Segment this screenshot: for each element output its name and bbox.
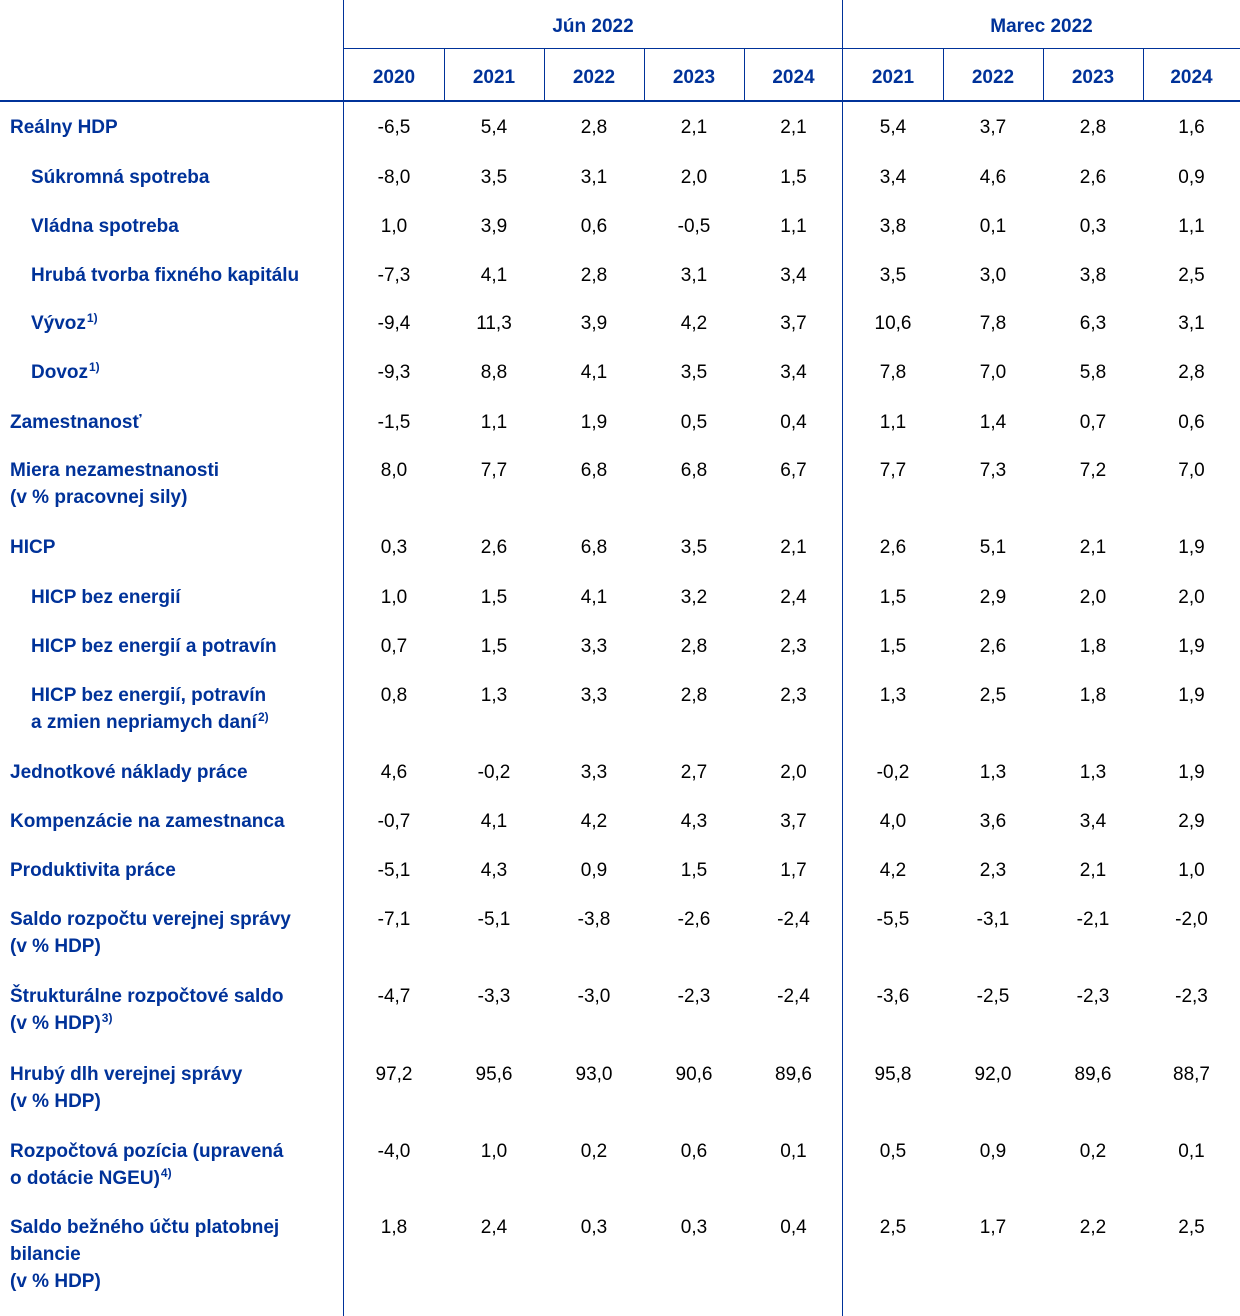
value-cell: -1,5 [377,412,411,433]
value-cell: -2,3 [1175,986,1208,1007]
value-cell: 4,1 [580,587,608,608]
group-header-jun-2022: Jún 2022 [552,16,634,37]
row-label [31,359,100,386]
value-cell: 3,4 [879,167,907,188]
value-cell: 2,4 [480,1217,508,1238]
value-cell: -0,2 [876,762,910,783]
value-cell: 2,4 [780,587,807,608]
value-cell: 0,3 [380,537,408,558]
value-cell: 3,1 [680,265,708,286]
value-cell: 3,4 [1079,811,1107,832]
row-label-text: Súkromná spotreba [31,167,210,188]
value-cell: 2,8 [680,636,708,657]
value-cell: 7,8 [879,362,907,383]
value-cell: 1,4 [979,412,1007,433]
footnote-marker: 1) [89,360,100,374]
row-label [10,808,285,835]
year-column-divider [1043,48,1044,100]
year-header-cell: 2024 [772,67,815,88]
value-cell: 0,9 [1178,167,1205,188]
value-cell: 1,7 [979,1217,1007,1238]
row-label-text: (v % HDP) [10,1271,101,1292]
value-cell: 2,5 [1178,265,1205,286]
value-cell: 1,9 [1178,636,1205,657]
value-cell: -6,5 [377,117,411,138]
value-cell: 7,0 [979,362,1007,383]
row-label-text: Produktivita práce [10,860,176,881]
row-label [31,262,299,289]
value-cell: 0,6 [1178,412,1205,433]
row-label-text: Saldo bežného účtu platobnej [10,1217,280,1238]
value-cell: 2,3 [780,685,807,706]
row-label-text: Kompenzácie na zamestnanca [10,811,285,832]
value-cell: -3,1 [976,909,1010,930]
row-label-line [31,310,98,337]
value-cell: 6,8 [580,537,608,558]
row-label-line [10,857,176,884]
value-cell: 7,3 [979,460,1007,481]
row-label-line [10,1241,279,1268]
value-cell: -3,3 [477,986,511,1007]
value-cell: 0,1 [1178,1141,1205,1162]
value-cell: -9,3 [377,362,411,383]
value-cell: 4,1 [580,362,608,383]
value-cell: -2,3 [1076,986,1110,1007]
value-cell: 2,8 [1178,362,1205,383]
value-cell: -7,1 [377,909,411,930]
group-divider-line [842,0,843,1316]
row-label [31,310,98,337]
value-cell: 0,2 [580,1141,608,1162]
row-label-text: Hrubý dlh verejnej správy [10,1064,243,1085]
value-cell: 2,0 [1079,587,1107,608]
year-header-cell: 2022 [971,67,1015,88]
value-cell: 2,8 [680,685,708,706]
value-cell: 2,6 [979,636,1007,657]
value-cell: 2,6 [879,537,907,558]
value-cell: 2,1 [680,117,708,138]
row-label-text: a zmien nepriamych daní [31,712,257,733]
value-cell: 1,3 [1079,762,1107,783]
value-cell: 4,0 [879,811,907,832]
value-cell: 0,1 [780,1141,807,1162]
row-label-line [10,933,291,960]
row-label-line [31,709,269,736]
row-label-line [10,484,219,511]
value-cell: -2,5 [976,986,1010,1007]
value-cell: -3,0 [577,986,611,1007]
row-label-text: Štrukturálne rozpočtové saldo [10,986,284,1007]
year-header-cell: 2023 [1071,67,1115,88]
value-cell: 1,5 [879,587,907,608]
value-cell: 2,8 [580,265,608,286]
value-cell: 3,4 [780,362,807,383]
year-header-cell: 2024 [1170,67,1213,88]
value-cell: 4,1 [480,265,508,286]
value-cell: 1,0 [380,216,408,237]
value-cell: 2,6 [1079,167,1107,188]
footnote-marker: 1) [86,311,98,325]
value-cell: 3,4 [780,265,807,286]
value-cell: 90,6 [675,1064,713,1085]
value-cell: 3,5 [480,167,508,188]
value-cell: 1,0 [480,1141,508,1162]
value-cell: 0,4 [780,412,807,433]
value-cell: 97,2 [375,1064,413,1085]
year-column-divider [1143,48,1144,100]
value-cell: 0,5 [680,412,708,433]
value-cell: 4,3 [480,860,508,881]
row-label-line [10,1061,242,1088]
year-header-cell: 2022 [572,67,616,88]
value-cell: 1,9 [1178,762,1205,783]
value-cell: 1,5 [780,167,807,188]
row-label [31,633,277,660]
value-cell: 95,8 [874,1064,912,1085]
row-label-text: bilancie [10,1244,81,1265]
value-cell: 6,8 [580,460,608,481]
row-label-text: Saldo rozpočtu verejnej správy [10,909,291,930]
value-cell: -2,4 [777,909,810,930]
row-label-line [31,584,181,611]
row-label [10,983,283,1037]
value-cell: 2,1 [780,537,807,558]
row-label-line [10,1268,279,1295]
value-cell: 0,3 [680,1217,708,1238]
value-cell: -0,5 [677,216,711,237]
footnote-marker: 3) [101,1011,113,1025]
value-cell: 2,6 [480,537,508,558]
value-cell: 1,0 [1178,860,1205,881]
value-cell: 1,0 [380,587,408,608]
value-cell: 1,6 [1178,117,1205,138]
row-label-text: o dotácie NGEU) [10,1168,160,1189]
row-label-line [31,359,100,386]
row-label-text: Hrubá tvorba fixného kapitálu [31,265,300,286]
value-cell: 4,2 [680,313,708,334]
value-cell: 0,7 [1079,412,1107,433]
value-cell: -2,6 [677,909,711,930]
value-cell: 1,8 [1079,636,1107,657]
value-cell: 4,6 [380,762,408,783]
year-column-divider [744,48,745,100]
row-label-text: Rozpočtová pozícia (upravená [10,1141,284,1162]
value-cell: 89,6 [775,1064,812,1085]
value-cell: 11,3 [476,313,512,334]
row-label [31,584,181,611]
value-cell: 1,9 [1178,685,1205,706]
value-cell: -5,5 [876,909,910,930]
row-label-text: Jednotkové náklady práce [10,762,248,783]
value-cell: -8,0 [377,167,411,188]
value-cell: 5,4 [480,117,508,138]
row-label-line [10,906,291,933]
value-cell: 2,9 [1178,811,1205,832]
row-label [10,457,219,511]
value-cell: -0,7 [377,811,411,832]
row-label [10,114,118,141]
value-cell: 1,8 [1079,685,1107,706]
row-label-line [10,457,219,484]
value-cell: 3,7 [780,811,807,832]
value-cell: 0,3 [580,1217,608,1238]
value-cell: 6,3 [1079,313,1107,334]
value-cell: 10,6 [874,313,912,334]
row-label [10,1214,279,1295]
footnote-marker: 2) [257,710,269,724]
value-cell: 92,0 [974,1064,1012,1085]
row-label [10,857,176,884]
row-label-text: Dovoz [31,362,88,383]
value-cell: 1,5 [879,636,907,657]
value-cell: 3,2 [680,587,708,608]
year-header-cell: 2021 [871,67,915,88]
row-label [31,213,179,240]
value-cell: 3,8 [1079,265,1107,286]
value-cell: 3,6 [979,811,1007,832]
value-cell: 2,0 [1178,587,1205,608]
row-label-line [31,682,269,709]
value-cell: 3,9 [480,216,508,237]
row-label-text: Vývoz [31,313,86,334]
value-cell: 2,7 [680,762,708,783]
value-cell: -9,4 [377,313,411,334]
value-cell: 4,6 [979,167,1007,188]
year-column-divider [943,48,944,100]
row-label [10,409,142,436]
value-cell: 1,7 [780,860,807,881]
row-label [10,1138,283,1192]
row-label-line [10,1214,279,1241]
value-cell: 2,5 [1178,1217,1205,1238]
value-cell: 5,4 [879,117,907,138]
value-cell: 3,5 [680,362,708,383]
value-cell: 4,2 [580,811,608,832]
value-cell: 0,9 [580,860,608,881]
value-cell: 7,7 [480,460,508,481]
value-cell: 1,3 [879,685,907,706]
value-cell: -2,1 [1076,909,1110,930]
value-cell: 3,3 [580,762,608,783]
row-label-text: (v % HDP) [10,936,101,957]
row-label-text: HICP [10,537,56,558]
row-label-text: HICP bez energií a potravín [31,636,277,657]
value-cell: 5,8 [1079,362,1107,383]
value-cell: 88,7 [1173,1064,1210,1085]
value-cell: 2,1 [780,117,807,138]
header-bottom-rule [0,100,1240,102]
value-cell: 3,5 [680,537,708,558]
value-cell: 7,7 [879,460,907,481]
value-cell: 6,8 [680,460,708,481]
value-cell: 3,0 [979,265,1007,286]
row-label-line [10,1010,283,1037]
value-cell: 3,5 [879,265,907,286]
value-cell: 0,4 [780,1217,807,1238]
row-label-line [10,1165,283,1192]
value-cell: 1,9 [580,412,608,433]
value-cell: 4,2 [879,860,907,881]
row-label-line [10,409,142,436]
value-cell: 1,9 [1178,537,1205,558]
row-label-line [31,213,179,240]
value-cell: 3,3 [580,636,608,657]
year-column-divider [544,48,545,100]
row-label-line [31,633,277,660]
group-header-marec-2022: Marec 2022 [990,16,1093,37]
value-cell: 0,2 [1079,1141,1107,1162]
left-grid-line [343,0,344,1316]
year-column-divider [644,48,645,100]
row-label-text: Vládna spotreba [31,216,179,237]
value-cell: -0,2 [477,762,511,783]
row-label-line [10,1138,283,1165]
value-cell: 8,0 [380,460,408,481]
value-cell: -5,1 [377,860,411,881]
value-cell: 2,0 [680,167,708,188]
value-cell: 2,2 [1079,1217,1107,1238]
row-label [31,164,209,191]
value-cell: -4,7 [377,986,411,1007]
value-cell: 0,6 [680,1141,708,1162]
footnote-marker: 4) [160,1166,172,1180]
value-cell: 1,1 [480,412,508,433]
value-cell: 1,3 [979,762,1007,783]
row-label [10,1061,242,1115]
row-label-line [31,262,299,289]
value-cell: -3,8 [577,909,611,930]
row-label-text: Reálny HDP [10,117,118,138]
value-cell: 1,1 [1178,216,1205,237]
value-cell: 95,6 [475,1064,513,1085]
value-cell: -2,4 [777,986,810,1007]
value-cell: 7,2 [1079,460,1107,481]
row-label-text: (v % HDP) [10,1013,101,1034]
value-cell: 2,8 [1079,117,1107,138]
value-cell: 2,1 [1079,860,1107,881]
value-cell: 1,1 [879,412,907,433]
value-cell: 1,5 [480,587,508,608]
value-cell: 4,3 [680,811,708,832]
value-cell: 0,8 [380,685,408,706]
value-cell: 1,5 [680,860,708,881]
value-cell: 6,7 [780,460,807,481]
year-header-cell: 2021 [472,67,516,88]
row-label [10,534,55,561]
value-cell: 3,1 [1178,313,1205,334]
value-cell: 3,3 [580,685,608,706]
value-cell: 0,7 [380,636,408,657]
value-cell: -7,3 [377,265,411,286]
value-cell: 8,8 [480,362,508,383]
value-cell: 1,8 [380,1217,408,1238]
value-cell: 7,8 [979,313,1007,334]
row-label-line [10,534,55,561]
value-cell: -5,1 [477,909,511,930]
year-header-cell: 2020 [372,67,416,88]
value-cell: 1,3 [480,685,508,706]
value-cell: 3,7 [780,313,807,334]
value-cell: 93,0 [575,1064,613,1085]
value-cell: -3,6 [876,986,910,1007]
value-cell: 1,1 [780,216,807,237]
value-cell: 2,5 [879,1217,907,1238]
year-column-divider [444,48,445,100]
value-cell: 2,8 [580,117,608,138]
value-cell: 2,5 [979,685,1007,706]
row-label-text: (v % HDP) [10,1091,101,1112]
value-cell: -2,3 [677,986,711,1007]
value-cell: 89,6 [1074,1064,1112,1085]
row-label-line [10,983,283,1010]
row-label-text: Miera nezamestnanosti [10,460,220,481]
row-label-line [10,759,248,786]
value-cell: 0,5 [879,1141,907,1162]
value-cell: 0,1 [979,216,1007,237]
value-cell: 3,9 [580,313,608,334]
row-label-text: (v % pracovnej sily) [10,487,188,508]
row-label-text: HICP bez energií, potravín [31,685,267,706]
row-label [10,759,248,786]
value-cell: 4,1 [480,811,508,832]
value-cell: 3,8 [879,216,907,237]
row-label-line [31,164,209,191]
value-cell: 1,5 [480,636,508,657]
value-cell: 3,1 [580,167,608,188]
value-cell: 2,0 [780,762,807,783]
row-label [10,906,291,960]
value-cell: 7,0 [1178,460,1205,481]
value-cell: 0,9 [979,1141,1007,1162]
value-cell: 0,3 [1079,216,1107,237]
value-cell: -2,0 [1175,909,1208,930]
value-cell: 2,1 [1079,537,1107,558]
value-cell: 2,3 [780,636,807,657]
value-cell: 2,3 [979,860,1007,881]
value-cell: 2,9 [979,587,1007,608]
row-label-text: HICP bez energií [31,587,181,608]
row-label-line [10,114,118,141]
row-label-line [10,808,285,835]
value-cell: -4,0 [377,1141,411,1162]
value-cell: 3,7 [979,117,1007,138]
year-header-cell: 2023 [672,67,716,88]
value-cell: 0,6 [580,216,608,237]
header-divider-line [344,48,1240,49]
row-label [31,682,269,736]
value-cell: 5,1 [979,537,1007,558]
row-label-line [10,1088,242,1115]
row-label-text: Zamestnanosť [10,412,142,433]
